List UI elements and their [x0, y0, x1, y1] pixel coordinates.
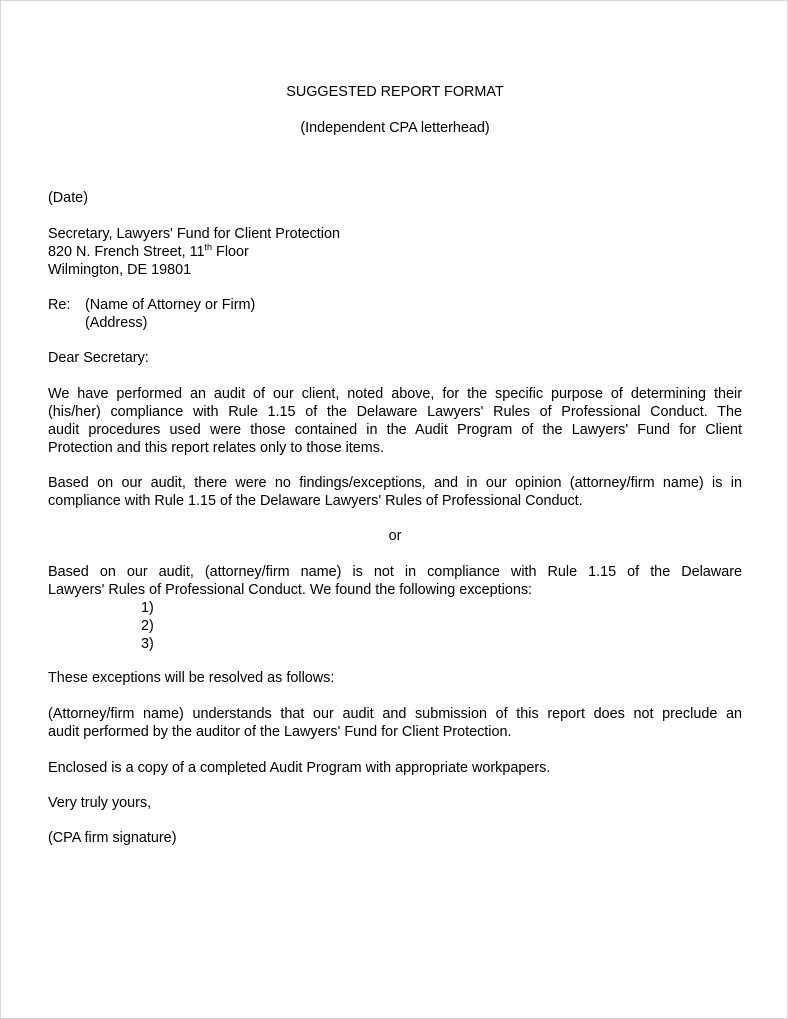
or-separator: or [388, 528, 402, 544]
exception-item: 1) [141, 600, 154, 616]
resolution-line: These exceptions will be resolved as follows: [48, 670, 335, 686]
recipient-address [48, 225, 742, 279]
closing: Very truly yours, [48, 795, 152, 811]
address-line-3: Wilmington, DE 19801 [48, 262, 192, 278]
address-line-2-ordinal: th [204, 242, 213, 252]
address-line-2-street: 820 N. French Street, 11 [48, 244, 205, 260]
paragraph-line: We have performed an audit of our client, noted above, for the specific purpose of determining their [48, 386, 742, 402]
exception-item: 3) [141, 636, 154, 652]
paragraph-auditor-note [48, 705, 742, 741]
paragraph-audit-purpose [48, 385, 742, 457]
document-title: SUGGESTED REPORT FORMAT [286, 84, 504, 100]
paragraph-compliance [48, 474, 742, 510]
paragraph-line: (his/her) compliance with Rule 1.15 of the Delaware Lawyers' Rules of Professional Conduct. The [48, 404, 742, 420]
re-attorney-name: (Name of Attorney or Firm) [85, 297, 256, 313]
paragraph-line: Protection and this report relates only to those items. [48, 440, 384, 456]
re-section [48, 296, 742, 332]
address-line-2 [48, 243, 742, 261]
letterhead-placeholder: (Independent CPA letterhead) [300, 120, 490, 136]
exception-item: 2) [141, 618, 154, 634]
re-address: (Address) [85, 315, 148, 331]
paragraph-line: Based on our audit, (attorney/firm name) is not in compliance with Rule 1.15 of the Delaware [48, 564, 742, 580]
paragraph-line: compliance with Rule 1.15 of the Delaware Lawyers' Rules of Professional Conduct. [48, 493, 583, 509]
paragraph-noncompliance [48, 563, 742, 653]
address-line-2-floor: Floor [212, 244, 249, 260]
paragraph-line: audit performed by the auditor of the Lawyers' Fund for Client Protection. [48, 724, 512, 740]
paragraph-line: audit procedures used were those contained in the Audit Program of the Lawyers' Fund for Client [48, 422, 742, 438]
date-placeholder: (Date) [48, 190, 88, 206]
signature-placeholder: (CPA firm signature) [48, 830, 177, 846]
re-label: Re: [48, 297, 71, 313]
paragraph-line: Lawyers' Rules of Professional Conduct. We found the following exceptions: [48, 582, 533, 598]
paragraph-line: (Attorney/firm name) understands that our audit and submission of this report does not preclude an [48, 706, 742, 722]
address-line-1: Secretary, Lawyers' Fund for Client Protection [48, 226, 341, 242]
paragraph-line: Based on our audit, there were no findings/exceptions, and in our opinion (attorney/firm name) is in [48, 475, 742, 491]
enclosure-note: Enclosed is a copy of a completed Audit Program with appropriate workpapers. [48, 760, 551, 776]
salutation: Dear Secretary: [48, 350, 149, 366]
